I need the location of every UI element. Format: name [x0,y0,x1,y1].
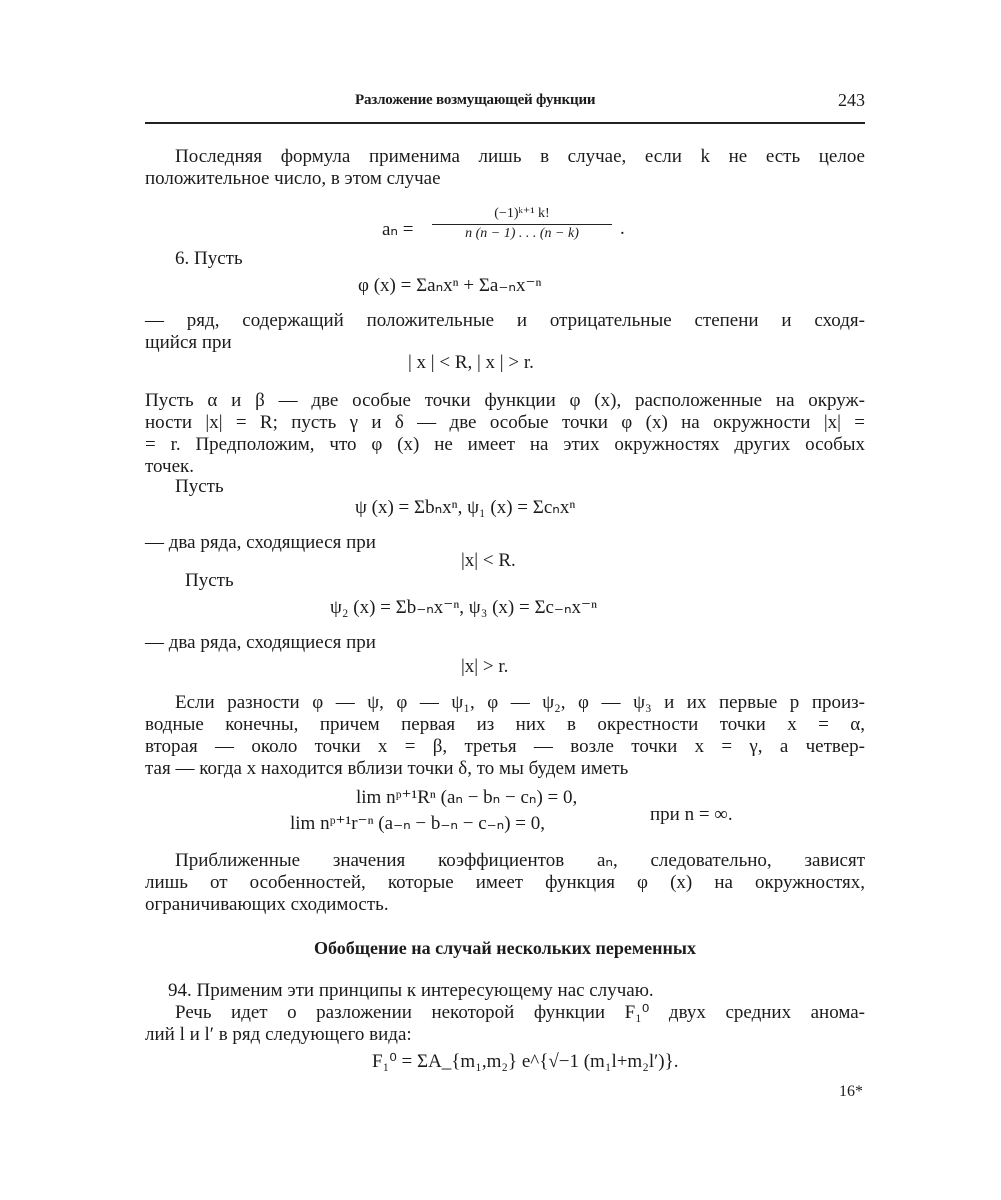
text-line: — два ряда, сходящиеся при [145,632,376,653]
text-line: щийся при [145,332,232,353]
text-line: лишь от особенностей, которые имеет функция φ (x) на окружностях, [145,872,865,893]
text-line: — два ряда, сходящиеся при [145,532,376,553]
text-line: Пусть α и β — две особые точки функции φ (x), расположенные на окруж- [145,390,865,411]
formula-an-fraction [432,205,612,242]
header-title: Разложение возмущающей функции [355,92,596,108]
running-header [145,92,865,124]
text-line: вторая — около точки x = β, третья — возле точки x = γ, а четвер- [145,736,865,757]
fraction-numerator: (−1)ᵏ⁺¹ k! [432,205,612,225]
formula-condition-2: |x| < R. [461,550,516,571]
text-line: точек. [145,456,195,477]
text-line: тая — когда x находится вблизи точки δ, то мы будем иметь [145,758,629,779]
formula-limit-condition: при n = ∞. [650,804,733,825]
text-line: Если разности φ — ψ, φ — ψ₁, φ — ψ₂, φ — ψ₃ и их первые p произ- [175,692,865,713]
formula-an-lhs: aₙ = [382,219,414,240]
text-line: Пусть [175,476,224,497]
text-line: положительное число, в этом случае [145,168,441,189]
formula-psi: ψ (x) = Σbₙxⁿ, ψ₁ (x) = Σcₙxⁿ [355,497,576,518]
text-line: = r. Предположим, что φ (x) не имеет на этих окружностях других особых [145,434,865,455]
formula-phi: φ (x) = Σaₙxⁿ + Σa₋ₙx⁻ⁿ [358,275,542,296]
page-number: 243 [838,90,865,110]
formula-psi23: ψ₂ (x) = Σb₋ₙx⁻ⁿ, ψ₃ (x) = Σc₋ₙx⁻ⁿ [330,597,598,618]
formula-dot: . [620,218,625,239]
fraction-denominator: n (n − 1) . . . (n − k) [465,226,579,241]
text-line: Речь идет о разложении некоторой функции F₁⁰ двух средних анома- [175,1002,865,1023]
text-line: лий l и l′ в ряд следующего вида: [145,1024,412,1045]
text-line: Приближенные значения коэффициентов aₙ, следовательно, зависят [175,850,865,871]
text-line: ности |x| = R; пусть γ и δ — две особые точки φ (x) на окружности |x| = [145,412,865,433]
text-line: ограничивающих сходимость. [145,894,389,915]
formula-limit-2: lim nᵖ⁺¹r⁻ⁿ (a₋ₙ − b₋ₙ − c₋ₙ) = 0, [290,813,546,834]
formula-condition-1: | x | < R, | x | > r. [408,352,534,373]
text-line: Пусть [185,570,234,591]
text-line: — ряд, содержащий положительные и отрицательные степени и сходя- [145,310,865,331]
section-heading: Обобщение на случай нескольких переменных [314,938,696,958]
text-line: водные конечны, причем первая из них в окрестности точки x = α, [145,714,865,735]
formula-condition-3: |x| > r. [461,656,509,677]
text-line: 6. Пусть [175,248,243,269]
signature-mark: 16* [839,1083,863,1100]
text-line: Последняя формула применима лишь в случае, если k не есть целое [175,146,865,167]
formula-F: F₁⁰ = ΣA_{m₁,m₂} e^{√−1 (m₁l+m₂l′)}. [372,1051,679,1072]
text-line: 94. Применим эти принципы к интересующему нас случаю. [168,980,654,1001]
formula-limit-1: lim nᵖ⁺¹Rⁿ (aₙ − bₙ − cₙ) = 0, [356,787,578,808]
